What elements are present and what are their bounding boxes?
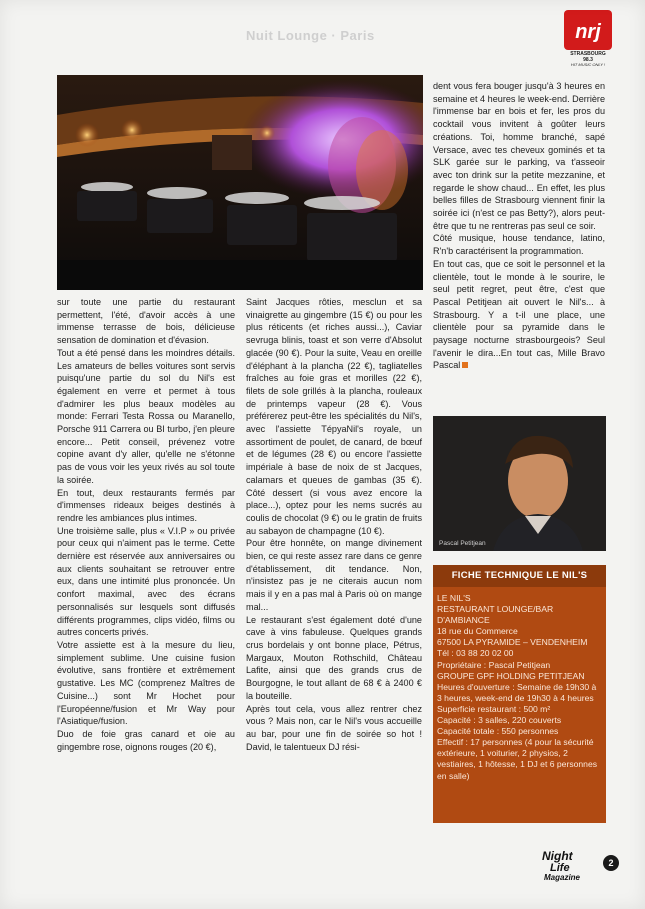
page-number: 2 — [603, 855, 619, 871]
fiche-technique-box — [433, 565, 606, 823]
paragraph: dent vous fera bouger jusqu'à 3 heures en semaine et 4 heures le week-end. Derrière l'immense bar en bois et fer, les pros du cocktail vous invitent à goûter leurs créations. Toi, homme branché, sapé Versace, avec tes cheveux gominés et ta SLK garée sur le parking, va t'asseoir avec ton drink sur la petite mezzanine, et regarde le show chaud... En effet, les plus belles filles de Strasbourg viennent finir la soirée ici (n'est ce pas Betty?), alors peut-être que tu ne rentreras pas seul ce soir. — [433, 81, 605, 231]
paragraph: Le restaurant s'est également doté d'une cave à vins fabuleuse. Quelques grands crus bordelais y ont bonne place, Pétrus, Margaux, Mouton Rothschild, Château Lafite, ainsi que des grands crus de Bourgogne, le tout allant de 68 € à 2400 € la bouteille. — [246, 614, 422, 701]
end-square-icon — [462, 362, 468, 368]
fiche-line: Capacité : 3 salles, 220 couverts — [437, 715, 562, 726]
portrait-photo — [433, 416, 606, 551]
portrait-caption: Pascal Petitjean — [439, 540, 486, 547]
night-life-magazine-logo — [540, 848, 612, 884]
paragraph: Une troisième salle, plus « V.I.P » ou privée pour ceux qui n'aiment pas le terme. Cette dernière est réservée aux anniversaires ou aux clients souhaitant se retrouver entre eux, dans une intimité plus prononcée. Un confort maximal, avec des écrans personnalisés sur lesquels sont diffusés différents programmes, clips vidéo, films ou autres concerts privés. — [57, 525, 235, 638]
fiche-line: LE NIL'S — [437, 593, 471, 603]
mag-logo-line-3: Magazine — [544, 873, 581, 882]
paragraph: Tout a été pensé dans les moindres détails. Les amateurs de belles voitures sont servis puisqu'une partie du sol du Nil's est également en verre et permet à tous d'admirer les plus beaux modèles au monde: Ferrari Testa Rossa ou Maranello, Porsche 911 Carrera ou BI turbo, j'en pleure encore... Petit conseil, prévenez votre copine avant d'y aller, qu'elle ne s'étonne pas de vous voir les yeux rivés au sol toute la soirée. — [57, 347, 235, 485]
paragraph-text: En tout cas, que ce soit le personnel et la clientèle, tout le monde à le sourire, le seul petit regret, peut être, c'est que Pascal Petitjean ait ouvert le Nil's... à Strasbourg. Y a t-il une place, une clientèle pour sa pyramide dans le paysage nocturne strasbourgeois? Seul l'avenir le dira...En tout cas, Mille Bravo Pascal — [433, 258, 605, 371]
nrj-logo-tagline: HIT MUSIC ONLY ! — [570, 62, 606, 66]
paragraph: Après tout cela, vous allez rentrer chez vous ? Mais non, car le Nil's vous accueille au bar, pour une fin de soirée so hot ! David, le talentueux DJ rési- — [246, 703, 422, 752]
fiche-line: Propriétaire : Pascal Petitjean — [437, 659, 551, 670]
fiche-line: Tél : 03 88 20 02 00 — [437, 648, 514, 659]
article-column-2 — [246, 296, 422, 753]
nrj-logo-city: STRASBOURG — [570, 51, 606, 57]
fiche-line: Superficie restaurant : 500 m² — [437, 703, 551, 714]
fiche-title: FICHE TECHNIQUE LE NIL'S — [433, 565, 606, 587]
paragraph: Pour être honnête, on mange divinement bien, ce qui reste assez rare dans ce genre d'établissement, dit tendance. Non, n'insistez pas je ne citerais aucun nom mais il y en a pas mal à Paris où on mange mal... — [246, 538, 422, 612]
paragraph-last — [433, 258, 605, 372]
fiche-body — [437, 593, 603, 782]
nrj-logo-text: nrj — [575, 21, 601, 43]
fiche-line: 18 rue du Commerce — [437, 626, 518, 637]
fiche-line: Effectif : 17 personnes (4 pour la sécurité extérieure, 1 voiturier, 2 physios, 2 vestiaires, 1 hôtesse, 1 DJ et 6 personnes en salle) — [437, 737, 598, 781]
nrj-logo-frequency: 98.3 — [583, 57, 593, 63]
fiche-line: RESTAURANT LOUNGE/BAR D'AMBIANCE — [437, 604, 554, 626]
paragraph: Côté musique, house tendance, latino, R'n'b caractérisent la programmation. — [433, 233, 605, 257]
restaurant-interior-photo — [57, 75, 423, 290]
fiche-line: Capacité totale : 550 personnes — [437, 726, 559, 737]
faint-header-title: Nuit Lounge · Paris — [246, 28, 375, 43]
article-column-1 — [57, 296, 235, 753]
paragraph: Saint Jacques rôties, mesclun et sa vinaigrette au gingembre (15 €) ou pour les plus réticents (et riches aussi...), Caviar sevruga blinis, toast et son verre d'Absolut glacée (90 €). Pour la suite, Veau en oreille d'éléphant à la plancha (22 €), tagliatelles fraîches au foie gras et morilles (22 €), filets de sole grillés à la plancha, rouleaux de printemps vapeur (28 €). Vous préférerez peut-être les spécialités du Nil's, avec l'assiette TépyaNil's royale, un assortiment de poulet, de canard, de bœuf et de légumes (28 €) ou encore l'assiette impériale à base de noix de st Jacques, calamars et queues de gambas (35 €). Côté dessert (si vous avez encore la place...), optez pour les nems sucrés au coulis de chocolat (9 €) ou le gratin de fruits au sabayon de champagne (10 €). — [246, 297, 422, 536]
fiche-line: GROUPE GPF HOLDING PETITJEAN — [437, 670, 585, 681]
paragraph: En tout, deux restaurants fermés par d'immenses rideaux beiges destinés à rendre les ambiances plus intimes. — [57, 487, 235, 523]
mag-logo-line-1: Night — [542, 849, 573, 863]
nrj-logo — [560, 8, 616, 66]
paragraph: Votre assiette est à la mesure du lieu, simplement sublime. Une cuisine fusion évolutive, sans frontière et extrêmement gustative. Les MC (comprenez Maîtres de Cuisine...) sont Mr Hochet pour l'Européenne/fusion et Mr Way pour l'Asiatique/fusion. — [57, 639, 235, 727]
fiche-line: Heures d'ouverture : Semaine de 19h30 à 3 heures, week-end de 19h30 à 4 heures — [437, 681, 597, 703]
mag-logo-line-2: Life — [550, 862, 570, 874]
paragraph: Duo de foie gras canard et oie au gingembre rose, oignons rouges (20 €), — [57, 728, 235, 752]
paragraph: sur toute une partie du restaurant permettent, l'été, d'avoir accès à une immense terrasse de bois, délicieuse sensation de domination et d'évasion. — [57, 297, 235, 346]
fiche-line: 67500 LA PYRAMIDE – VENDENHEIM — [437, 637, 588, 648]
article-column-3 — [433, 80, 605, 372]
